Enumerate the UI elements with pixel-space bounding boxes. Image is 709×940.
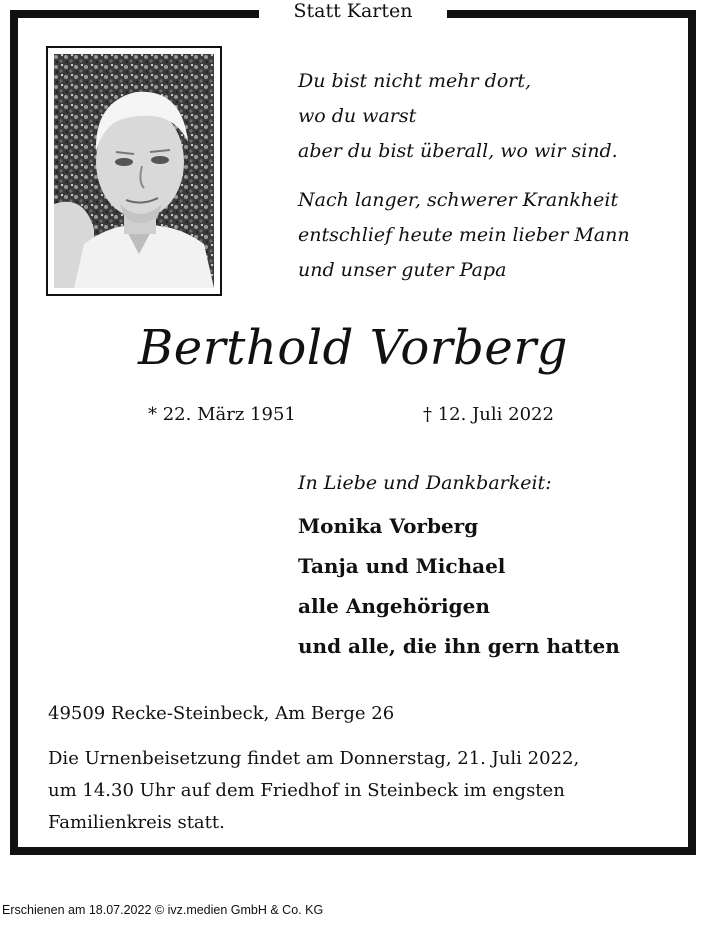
publication-footer: Erschienen am 18.07.2022 © ivz.medien GmbH & Co. KG <box>2 903 324 917</box>
mourners-block <box>298 470 698 666</box>
verse <box>298 64 698 288</box>
verse-line: aber du bist überall, wo wir sind. <box>298 140 618 162</box>
mourner-name: und alle, die ihn gern hatten <box>298 634 620 658</box>
portrait-photo <box>46 46 222 296</box>
verse-line: Du bist nicht mehr dort, <box>298 70 532 92</box>
notice-line: um 14.30 Uhr auf dem Friedhof in Steinbeck im engsten <box>48 780 565 801</box>
burial-notice <box>48 743 688 839</box>
mourners-intro: In Liebe und Dankbarkeit: <box>298 472 552 494</box>
notice-line: Die Urnenbeisetzung findet am Donnerstag, 21. Juli 2022, <box>48 748 580 769</box>
deceased-name: Berthold Vorberg <box>138 320 568 376</box>
mourner-name: Tanja und Michael <box>298 554 506 578</box>
portrait-image <box>54 54 214 288</box>
birth-date: * 22. März 1951 <box>148 404 296 425</box>
verse-line: entschlief heute mein lieber Mann <box>298 224 630 246</box>
death-date: † 12. Juli 2022 <box>423 404 554 425</box>
mourner-name: Monika Vorberg <box>298 514 479 538</box>
verse-line: wo du warst <box>298 105 417 127</box>
address: 49509 Recke-Steinbeck, Am Berge 26 <box>48 703 395 724</box>
obituary-frame <box>10 0 696 855</box>
header-label <box>18 0 688 23</box>
verse-line: Nach langer, schwerer Krankheit <box>298 189 619 211</box>
mourner-name: alle Angehörigen <box>298 594 490 618</box>
verse-line: und unser guter Papa <box>298 259 507 281</box>
notice-line: Familienkreis statt. <box>48 812 225 833</box>
header-label-text: Statt Karten <box>259 0 446 22</box>
